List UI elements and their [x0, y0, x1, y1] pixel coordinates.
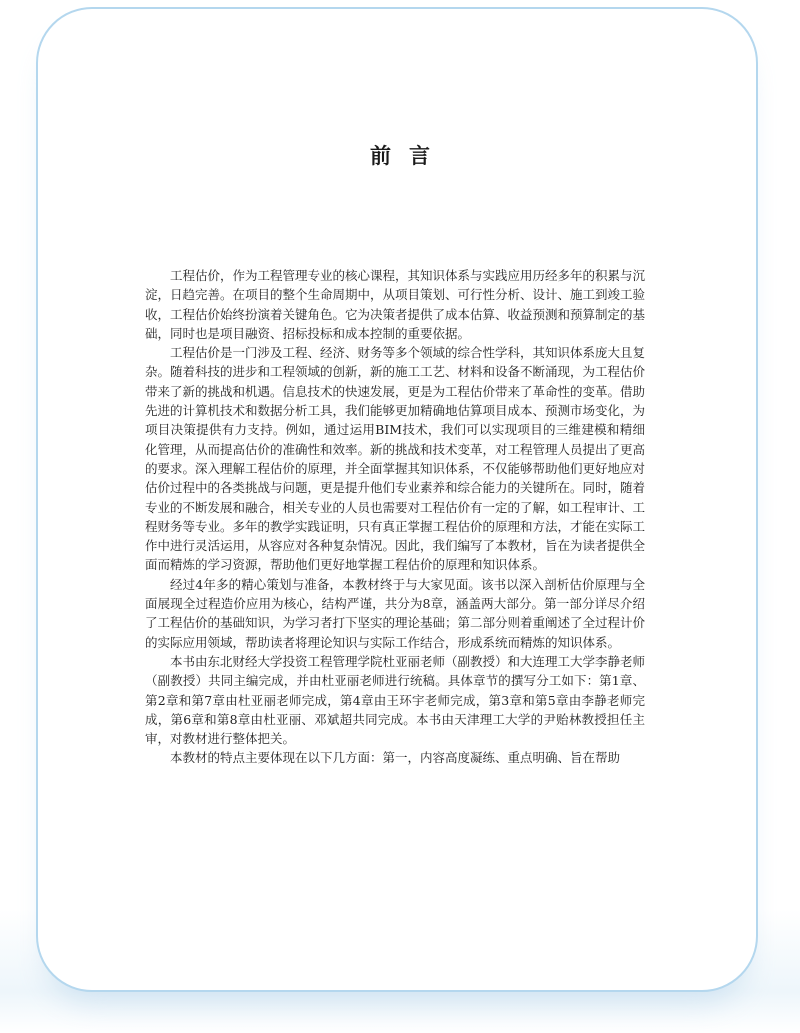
paragraph-3: 经过4年多的精心策划与准备，本教材终于与大家见面。该书以深入剖析估价原理与全面展现全过程造价应用为核心，结构严谨，共分为8章，涵盖两大部分。第一部分详尽介绍了工程估价的基础知识，为学习者打下坚实的理论基础；第二部分则着重阐述了全过程计价的实际应用领域，帮助读者将理论知识与实际工作结合，形成系统而精炼的知识体系。: [145, 576, 646, 650]
paragraph-5: 本教材的特点主要体现在以下几方面：第一，内容高度凝练、重点明确、旨在帮助: [170, 750, 621, 766]
paragraph-4: 本书由东北财经大学投资工程管理学院杜亚丽老师（副教授）和大连理工大学李静老师（副教授）共同主编完成，并由杜亚丽老师进行统稿。具体章节的撰写分工如下：第1章、第2章和第7章由杜亚丽老师完成，第4章由王环宇老师完成，第3章和第5章由李静老师完成，第6章和第8章由杜亚丽、邓斌超共同完成。本书由天津理工大学的尹贻林教授担任主审，对教材进行整体把关。: [145, 653, 646, 747]
preface-body: [145, 266, 645, 768]
paragraph-1: 工程估价，作为工程管理专业的核心课程，其知识体系与实践应用历经多年的积累与沉淀，日趋完善。在项目的整个生命周期中，从项目策划、可行性分析、设计、施工到竣工验收，工程估价始终扮演着关键角色。它为决策者提供了成本估算、收益预测和预算制定的基础，同时也是项目融资、招标投标和成本控制的重要依据。: [145, 268, 646, 341]
paragraph-2: 工程估价是一门涉及工程、经济、财务等多个领域的综合性学科，其知识体系庞大且复杂。随着科技的进步和工程领域的创新，新的施工工艺、材料和设备不断涌现，为工程估价带来了新的挑战和机遇。信息技术的快速发展，更是为工程估价带来了革命性的变革。借助先进的计算机技术和数据分析工具，我们能够更加精确地估算项目成本、预测市场变化，为项目决策提供有力支持。例如，通过运用BIM技术，我们可以实现项目的三维建模和精细化管理，从而提高估价的准确性和效率。新的挑战和技术变革，对工程管理人员提出了更高的要求。深入理解工程估价的原理，并全面掌握其知识体系，不仅能够帮助他们更好地应对估价过程中的各类挑战与问题，更是提升他们专业素养和综合能力的关键所在。同时，随着专业的不断发展和融合，相关专业的人员也需要对工程估价有一定的了解，如工程审计、工程财务等专业。多年的教学实践证明，只有真正掌握工程估价的原理和方法，才能在实际工作中进行灵活运用，从容应对各种复杂情况。因此，我们编写了本教材，旨在为读者提供全面而精炼的学习资源，帮助他们更好地掌握工程估价的原理和知识体系。: [145, 345, 646, 573]
page-title: 前言: [370, 143, 448, 168]
